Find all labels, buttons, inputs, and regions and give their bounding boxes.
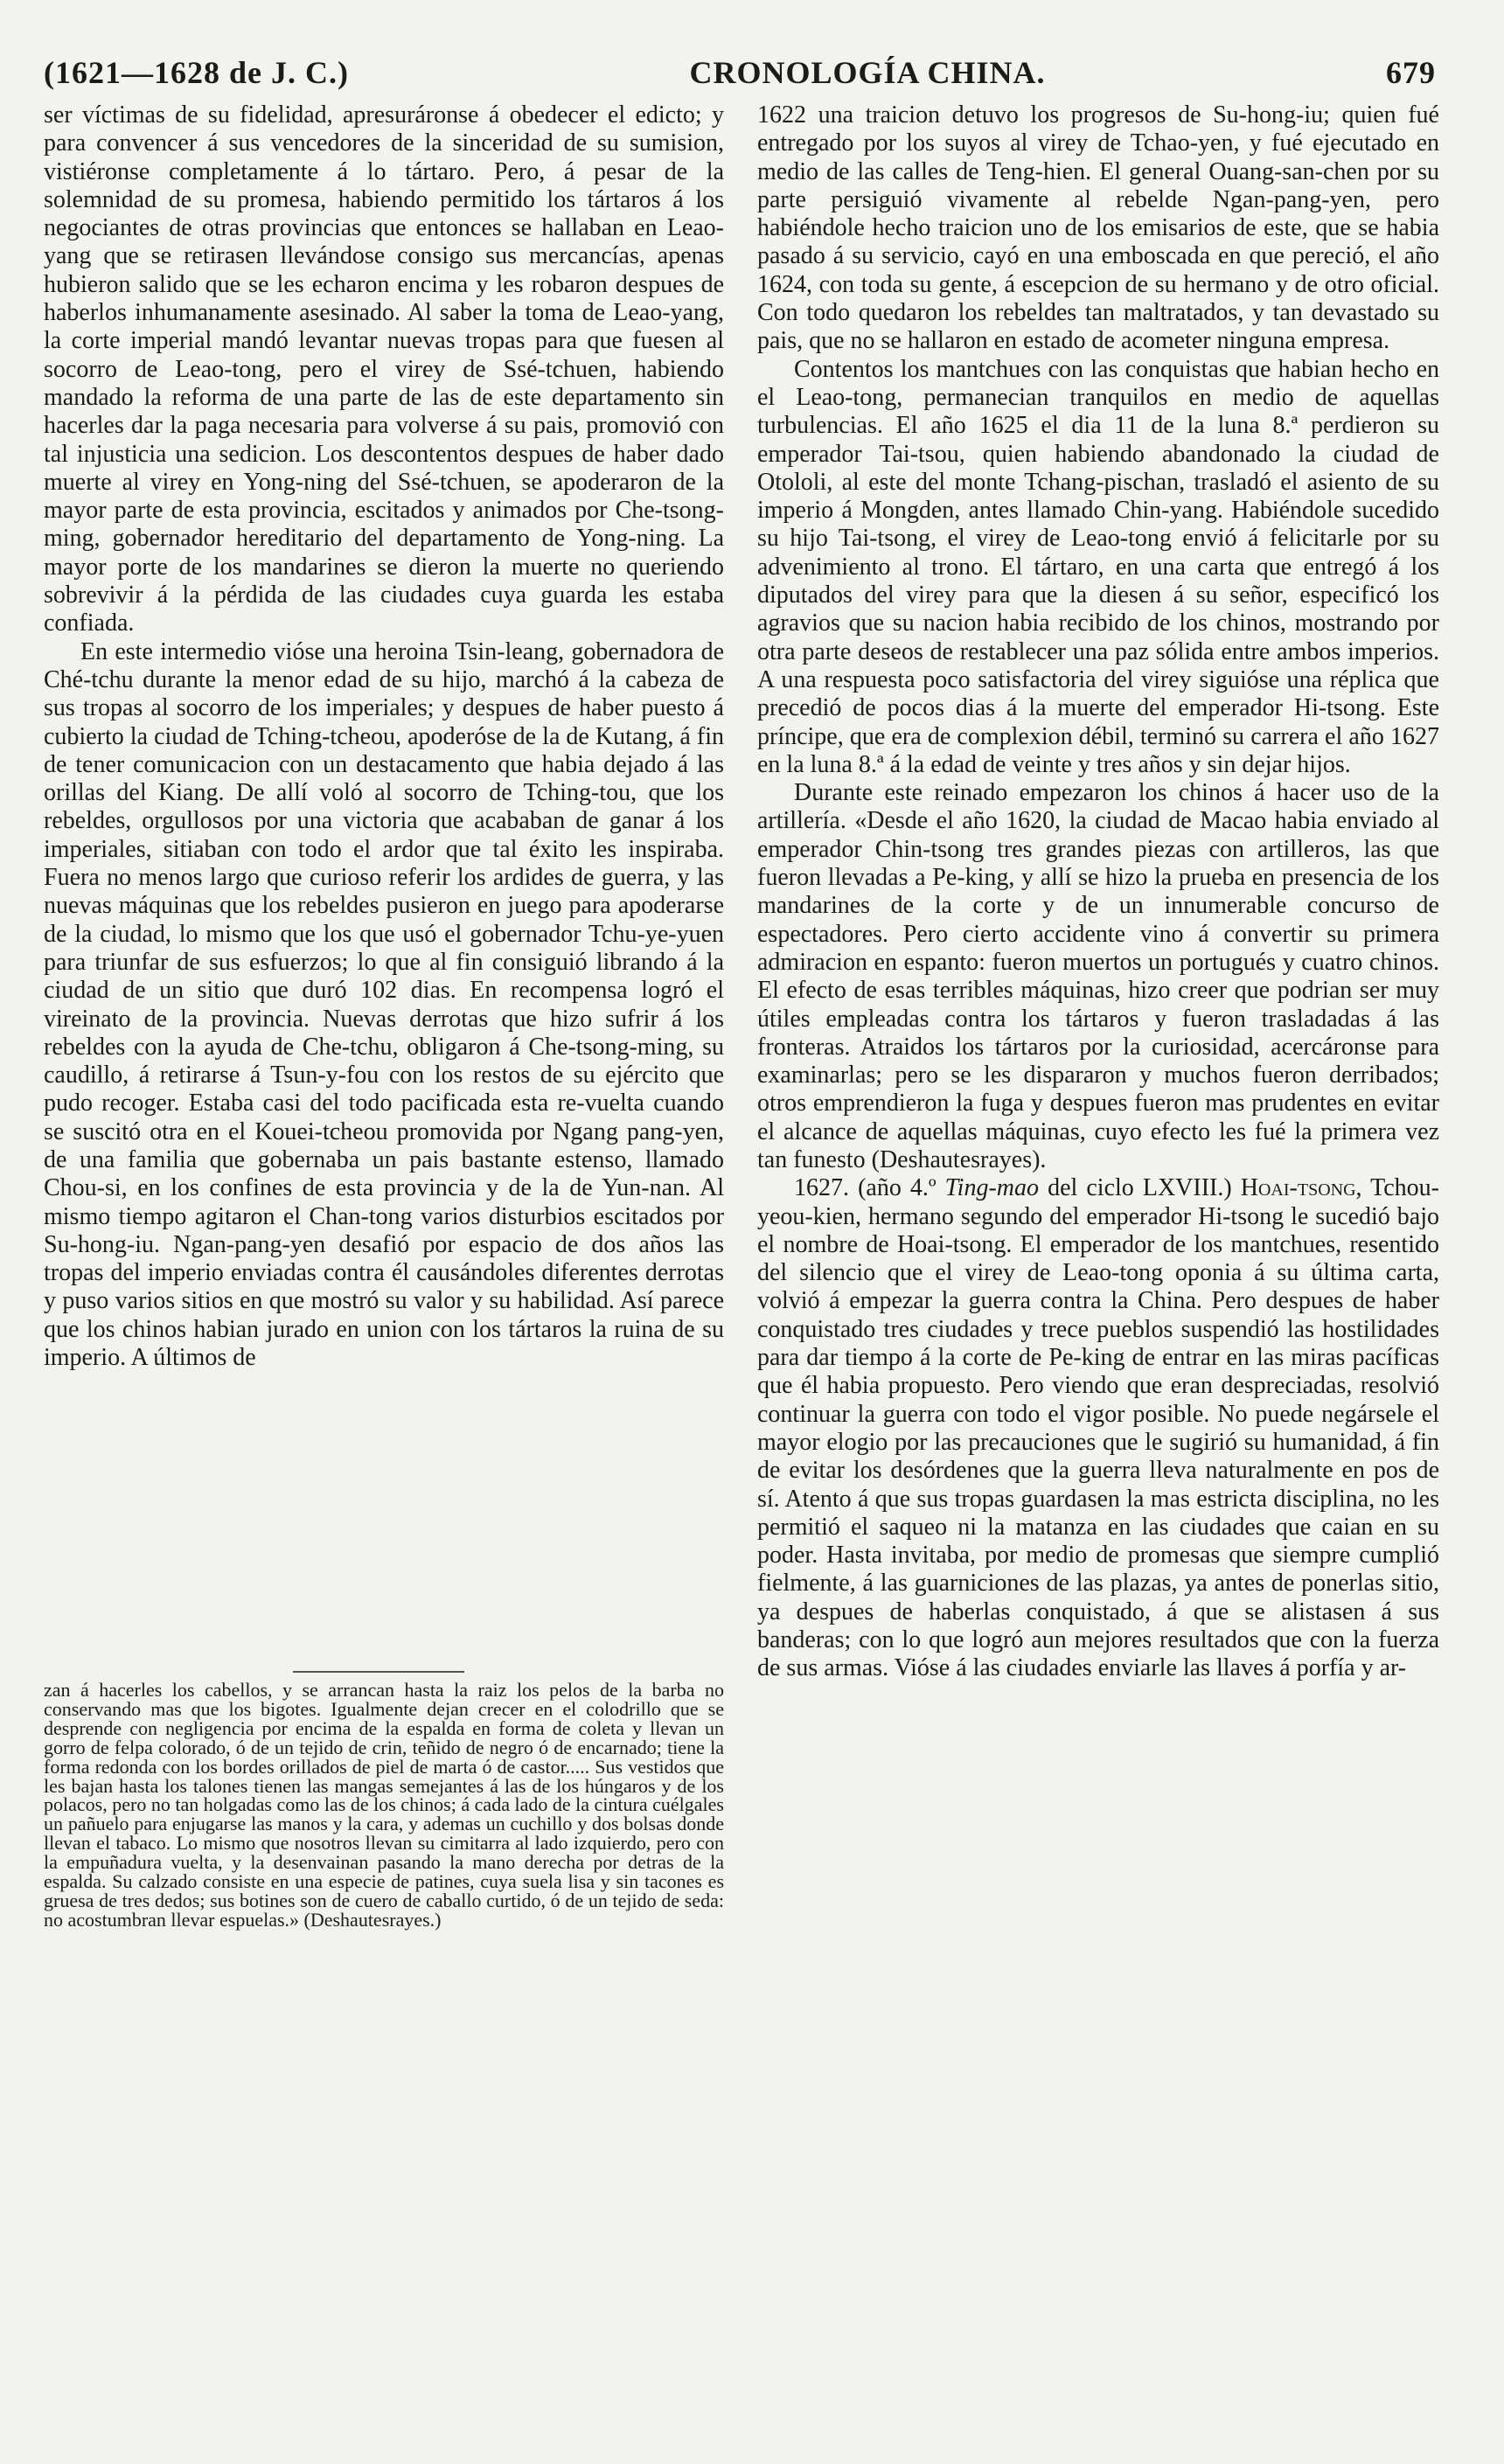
paragraph: Contentos los mantchues con las conquistas que habian hecho en el Leao-tong, permanecian tranquilos en medio de aquellas turbulencias. El año 1625 el dia 11 de la luna 8.ª perdieron su emperador Tai-tsou, quien habiendo abandonado la ciudad de Otololi, al este del monte Tchang-pischan, trasladó el asiento de su imperio á Mongden, antes llamado Chin-yang. Habiéndole sucedido su hijo Tai-tsong, el virey de Leao-tong envió á felicitarle por su advenimiento al trono. El tártaro, en una carta que entregó á los diputados del virey para que la diesen á su señor, especificó los agravios que su nacion habia recibido de los chinos, mostrando por otra parte deseos de restablecer una paz sólida entre ambos imperios. A una respuesta poco satisfactoria del virey siguióse una réplica que precedió de pocos dias á la muerte del emperador Hi-tsong. Este príncipe, que era de complexion débil, terminó su carrera el año 1627 en la luna 8.ª á la edad de veinte y tres años y sin dejar hijos. [757, 355, 1439, 778]
entry-text: , Tchou-yeou-kien, hermano segundo del emperador Hi-tsong le sucedió bajo el nombre de Hoai-tsong. El emperador de los mantchues, resentido del silencio que el virey de Leao-tong oponia á su última carta, volvió á empezar la guerra contra la China. Pero despues de haber conquistado tres ciudades y trece pueblos suspendió las hostilidades para dar tiempo á la corte de Pe-king de entrar en las miras pacíficas que él habia propuesto. Pero viendo que eran despreciadas, resolvió continuar la guerra con todo el vigor posible. No puede negársele el mayor elogio por las precauciones que le sugirió su humanidad, á fin de evitar los desórdenes que la guerra lleva naturalmente en pos de sí. Atento á que sus tropas guardasen la mas estricta disciplina, no les permitió el saqueo ni la matanza en las ciudades que caian en su poder. Hasta invitaba, por medio de promesas que siempre cumplió fielmente, á las guarniciones de las plazas, ya antes de ponerlas sitio, ya despues de haberlas conquistado, á que se alistasen á sus banderas; con lo que logró aun mejores resultados que con la fuerza de sus armas. Vióse á las ciudades enviarle las llaves á porfía y ar- [757, 1174, 1439, 1682]
page-number: 679 [1386, 55, 1436, 90]
entry-year: 1627. [794, 1174, 849, 1202]
paragraph: En este intermedio vióse una heroina Tsin-leang, gobernadora de Ché-tchu durante la menor edad de su hijo, marchó á la cabeza de sus tropas al socorro de los imperiales; y despues de haber puesto á cubierto la ciudad de Tching-tcheou, apoderóse de la de Kutang, á fin de tener comunicacion con un destacamento que habia dejado á las orillas del Kiang. De allí voló al socorro de Tching-tou, que los rebeldes, orgullosos por una victoria que acababan de ganar á los imperiales, sitiaban con todo el ardor que tal éxito les inspiraba. Fuera no menos largo que curioso referir los ardides de guerra, y las nuevas máquinas que los rebeldes pusieron en juego para apoderarse de la ciudad, lo mismo que los que usó el gobernador Tchu-ye-yuen para triunfar de sus esfuerzos; lo que al fin consiguió librando á la ciudad de un sitio que duró 102 dias. En recompensa logró el vireinato de la provincia. Nuevas derrotas que hizo sufrir á los rebeldes con la ayuda de Che-tchu, obligaron á Che-tsong-ming, su caudillo, á retirarse á Tsun-y-fou con los restos de su ejército que pudo recoger. Estaba casi del todo pacificada esta re-vuelta cuando se suscitó otra en el Kouei-tcheou promovida por Ngang pang-yen, de una familia que gobernaba un pais bastante estenso, llamado Chou-si, en los confines de esta provincia y de la de Yun-nan. Al mismo tiempo agitaron el Chan-tong varios disturbios escitados por Su-hong-iu. Ngan-pang-yen desafió por espacio de dos años las tropas del imperio enviadas contra él causándoles diferentes derrotas y puso varios sitios en que mostró su valor y su habilidad. Así parece que los chinos habian jurado en union con los tártaros la ruina de su imperio. A últimos de [44, 637, 724, 1372]
emperor-name: Hoai-tsong [1240, 1174, 1356, 1202]
right-column [757, 101, 1439, 2410]
cycle-open: (año 4.º [849, 1174, 945, 1202]
header-title: CRONOLOGÍA CHINA. [689, 55, 1046, 90]
left-column [44, 101, 724, 1662]
paragraph: 1622 una traicion detuvo los progresos de Su-hong-iu; quien fué entregado por los suyos al virey de Tchao-yen, y fué ejecutado en medio de las calles de Teng-hien. El general Ouang-san-chen por su parte persiguió vivamente al rebelde Ngan-pang-yen, pero habiéndole hecho traicion uno de los emisarios de este, que se habia pasado á su servicio, cayó en una emboscada en que pereció, el año 1624, con toda su gente, á escepcion de su hermano y de otro oficial. Con todo quedaron los rebeldes tan maltratados, y tan devastado su pais, que no se hallaron en estado de acometer ninguna empresa. [757, 101, 1439, 355]
cycle-close: del ciclo LXVIII.) [1039, 1174, 1241, 1202]
paragraph: Durante este reinado empezaron los chinos á hacer uso de la artillería. «Desde el año 1620, la ciudad de Macao habia enviado al emperador Chin-tsong tres grandes piezas con artilleros, las que fueron llevadas a Pe-king, y allí se hizo la prueba en presencia de los mandarines de la corte y de un innumerable concurso de espectadores. Pero cierto accidente vino á convertir su primera admiracion en espanto: fueron muertos un portugués y cuatro chinos. El efecto de esas terribles máquinas, hizo creer que podrian ser muy útiles empleadas contra los tártaros y fueron trasladadas á las fronteras. Atraidos los tártaros por la curiosidad, acercáronse para examinarlas; pero se les dispararon y muchos fueron derribados; otros emprendieron la fuga y despues fueron mas prudentes en evitar el alcance de aquellas máquinas, cuyo efecto les fué la primera vez tan funesto (Deshautesrayes). [757, 779, 1439, 1173]
header-date-range: (1621—1628 de J. C.) [44, 55, 349, 90]
footnote [44, 1681, 724, 1930]
page-header [44, 54, 1436, 93]
paragraph: ser víctimas de su fidelidad, apresuráronse á obedecer el edicto; y para convencer á sus vencedores de la sinceridad de su sumision, vistiéronse completamente á lo tártaro. Pero, á pesar de la solemnidad de su promesa, habiendo permitido los tártaros á los negociantes de otras provincias que entonces se hallaban en Leao-yang que se retirasen llevándose consigo sus mercancías, apenas hubieron salido que se les echaron encima y les robaron despues de haberlos inhumanamente asesinado. Al saber la toma de Leao-yang, la corte imperial mandó levantar nuevas tropas para que fuesen al socorro de Leao-tong, pero el virey de Ssé-tchuen, habiendo mandado la reforma de una parte de las de este departamento sin hacerles dar la paga necesaria para volverse á su pais, promovió con tal injusticia una sedicion. Los descontentos despues de haber dado muerte al virey en Yong-ning del Ssé-tchuen, se apoderaron de la mayor parte de esta provincia, escitados y animados por Che-tsong-ming, gobernador hereditario del departamento de Yong-ning. La mayor porte de los mandarines se dieron la muerte no queriendo sobrevivir á la pérdida de las ciudades cuya guarda les estaba confiada. [44, 101, 724, 637]
reign-entry-paragraph [757, 1174, 1439, 1682]
cycle-name: Ting-mao [944, 1174, 1040, 1202]
footnote-text: zan á hacerles los cabellos, y se arrancan hasta la raiz los pelos de la barba no conservando mas que los bigotes. Igualmente dejan crecer en el colodrillo que se desprende con negligencia por encima de la espalda en forma de coleta y llevan un gorro de felpa colorado, ó de un tejido de crin, teñido de negro ó de encarnado; tiene la forma redonda con los bordes orillados de piel de marta ó de castor..... Sus vestidos que les bajan hasta los talones tienen las mangas semejantes á las de los húngaros y de los polacos, pero no tan holgadas como las de los chinos; á cada lado de la cintura cuélgales un pañuelo para enjugarse las manos y la cara, y ademas un cuchillo y dos bolsas donde llevan el tabaco. Lo mismo que nosotros llevan su cimitarra al lado izquierdo, pero con la empuñadura vuelta, y la desenvainan pasando la mano derecha por detras de la espalda. Su calzado consiste en una especie de patines, cuya suela lisa y sin tacones es gruesa de tres dedos; sus botines son de cuero de caballo curtido, ó de un tejido de seda: no acostumbran llevar espuelas.» (Deshautesrayes.) [44, 1679, 724, 1931]
footnote-divider [293, 1671, 464, 1673]
